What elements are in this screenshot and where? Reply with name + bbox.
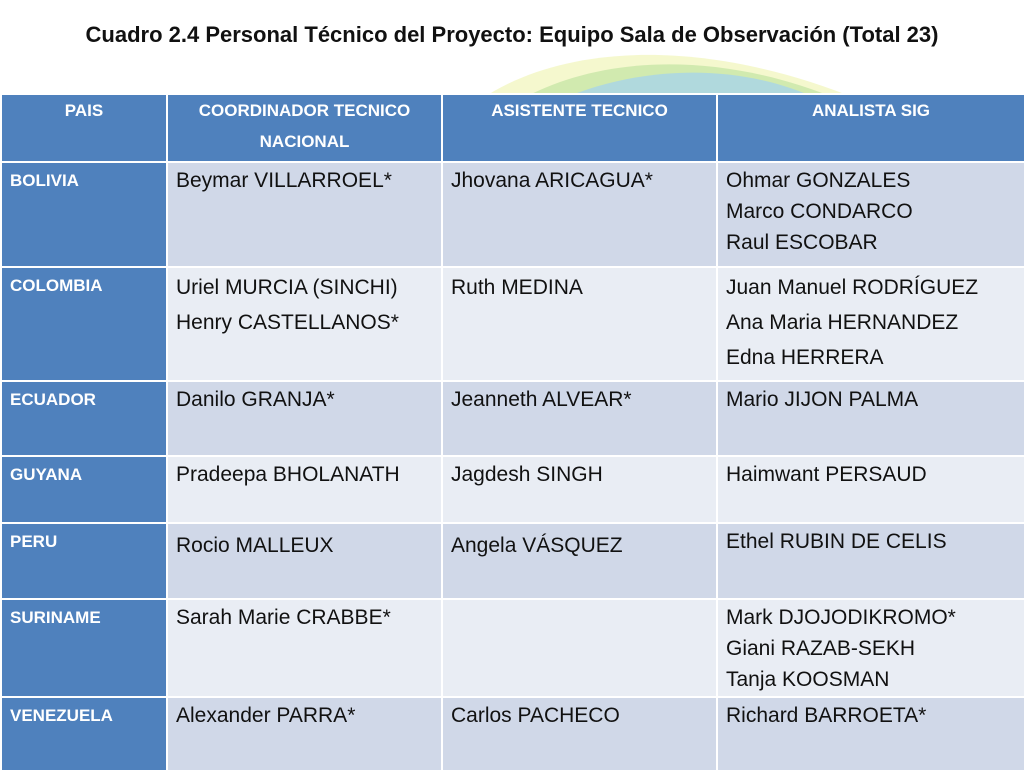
analista-cell [717, 381, 1024, 456]
person-name: Edna HERRERA [726, 346, 884, 369]
header-coordinador: COORDINADOR TECNICO NACIONAL [167, 94, 442, 162]
coordinador-cell [167, 267, 442, 381]
person-name: Juan Manuel RODRÍGUEZ [726, 276, 979, 299]
asistente-cell [442, 523, 717, 599]
page-title: Cuadro 2.4 Personal Técnico del Proyecto: Equipo Sala de Observación (Total 23) [85, 22, 939, 47]
country-cell: COLOMBIA [1, 267, 167, 381]
country-cell: PERU [1, 523, 167, 599]
person-name: Richard BARROETA* [726, 704, 927, 727]
person-name: Rocio MALLEUX [176, 534, 334, 557]
person-name: Tanja KOOSMAN [726, 668, 890, 691]
asistente-cell [442, 162, 717, 267]
person-name: Jagdesh SINGH [451, 463, 603, 486]
person-name: Jhovana ARICAGUA* [451, 169, 653, 192]
person-name: Ruth MEDINA [451, 276, 583, 299]
person-name: Haimwant PERSAUD [726, 463, 927, 486]
person-name: Carlos PACHECO [451, 704, 620, 727]
table-row [1, 267, 1024, 381]
decorative-swoosh [0, 0, 1024, 100]
person-name: Jeanneth ALVEAR* [451, 388, 632, 411]
country-cell: SURINAME [1, 599, 167, 697]
asistente-cell [442, 456, 717, 523]
header-pais: PAIS [1, 94, 167, 162]
header-analista: ANALISTA SIG [717, 94, 1024, 162]
person-name: Beymar VILLARROEL* [176, 169, 392, 192]
asistente-cell [442, 599, 717, 697]
coordinador-cell [167, 162, 442, 267]
analista-cell [717, 456, 1024, 523]
country-cell: ECUADOR [1, 381, 167, 456]
analista-cell [717, 697, 1024, 771]
asistente-cell [442, 697, 717, 771]
coordinador-cell [167, 456, 442, 523]
person-name: Ana Maria HERNANDEZ [726, 311, 959, 334]
country-cell: VENEZUELA [1, 697, 167, 771]
analista-cell [717, 599, 1024, 697]
person-name: Mark DJOJODIKROMO* [726, 606, 956, 629]
table-row [1, 162, 1024, 267]
table-row [1, 599, 1024, 697]
table-header-row [1, 94, 1024, 162]
person-name: Raul ESCOBAR [726, 231, 878, 254]
coordinador-cell [167, 523, 442, 599]
person-name: Uriel MURCIA (SINCHI) [176, 276, 398, 299]
person-name: Danilo GRANJA* [176, 388, 335, 411]
table-row [1, 456, 1024, 523]
header-asistente: ASISTENTE TECNICO [442, 94, 717, 162]
person-name: Giani RAZAB-SEKH [726, 637, 916, 660]
analista-cell [717, 162, 1024, 267]
table-row [1, 523, 1024, 599]
staff-table [0, 93, 1024, 772]
person-name: Sarah Marie CRABBE* [176, 606, 391, 629]
coordinador-cell [167, 697, 442, 771]
country-cell: BOLIVIA [1, 162, 167, 267]
person-name: Ethel RUBIN DE CELIS [726, 530, 947, 553]
person-name: Angela VÁSQUEZ [451, 534, 623, 557]
person-name: Alexander PARRA* [176, 704, 356, 727]
person-name: Mario JIJON PALMA [726, 388, 919, 411]
coordinador-cell [167, 381, 442, 456]
coordinador-cell [167, 599, 442, 697]
person-name: Pradeepa BHOLANATH [176, 463, 400, 486]
table-row [1, 697, 1024, 771]
asistente-cell [442, 381, 717, 456]
country-cell: GUYANA [1, 456, 167, 523]
person-name: Marco CONDARCO [726, 200, 913, 223]
table-row [1, 381, 1024, 456]
asistente-cell [442, 267, 717, 381]
analista-cell [717, 267, 1024, 381]
person-name: Ohmar GONZALES [726, 169, 911, 192]
person-name: Henry CASTELLANOS* [176, 311, 399, 334]
analista-cell [717, 523, 1024, 599]
